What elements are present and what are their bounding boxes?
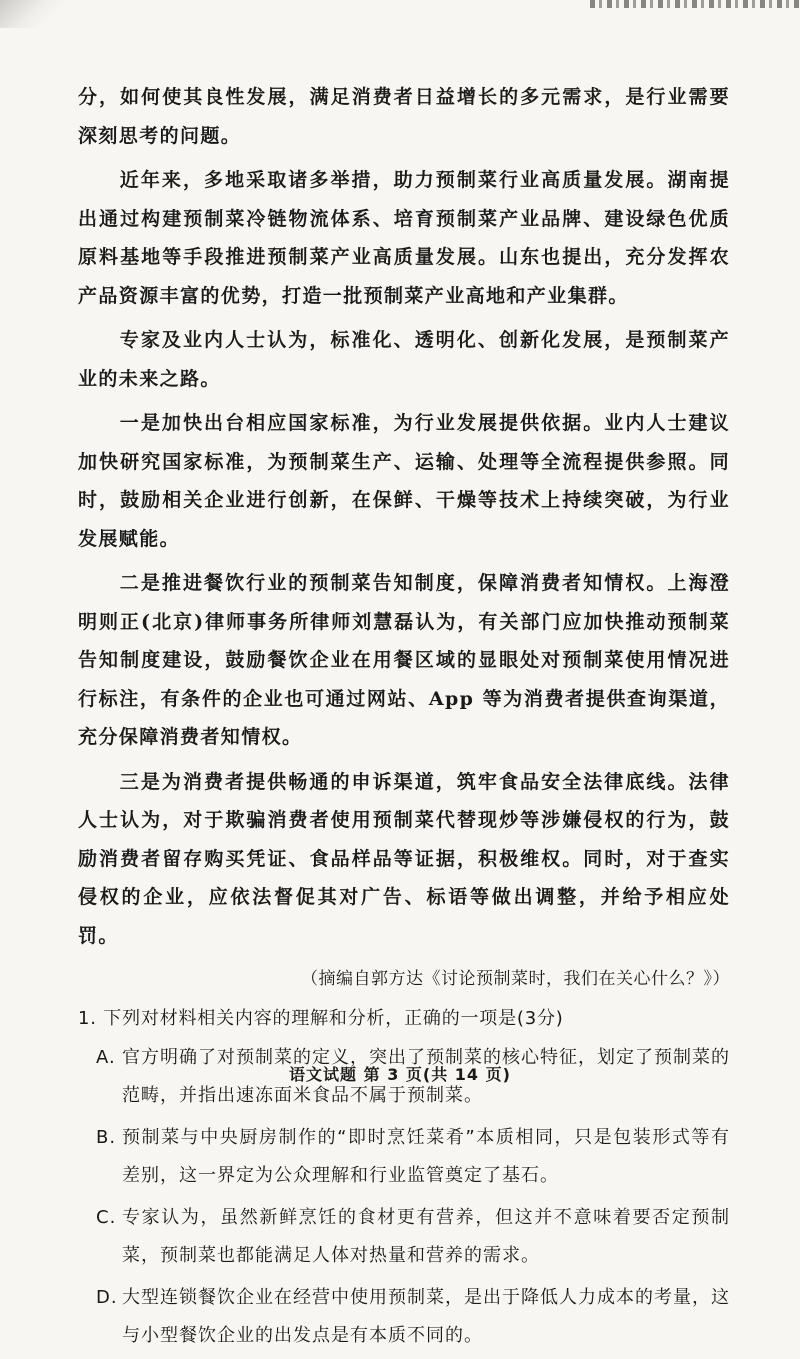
question-stem: 1. 下列对材料相关内容的理解和分析，正确的一项是(3分): [78, 1008, 564, 1029]
option-text: 官方明确了对预制菜的定义，突出了预制菜的核心特征，划定了预制菜的范畴，并指出速冻面米食品不属于预制菜。: [122, 1047, 730, 1106]
option-letter: D.: [96, 1287, 118, 1308]
option-letter: A.: [96, 1047, 116, 1068]
paragraph-point-three: 三是为消费者提供畅通的申诉渠道，筑牢食品安全法律底线。法律人士认为，对于欺骗消费者使用预制菜代替现炒等涉嫌侵权的行为，鼓励消费者留存购买凭证、食品样品等证据，积极维权。同时，对于查实侵权的企业，应依法督促其对广告、标语等做出调整，并给予相应处罚。: [78, 770, 730, 947]
document-page: [78, 78, 730, 1359]
option-text: 预制菜与中央厨房制作的“即时烹饪菜肴”本质相同，只是包装形式等有差别，这一界定为公众理解和行业监管奠定了基石。: [122, 1127, 730, 1186]
scan-edge-mark: [590, 0, 800, 8]
scan-artifact: [0, 0, 70, 28]
option-letter: C.: [96, 1207, 117, 1228]
option-text: 大型连锁餐饮企业在经营中使用预制菜，是出于降低人力成本的考量，这与小型餐饮企业的出发点是有本质不同的。: [122, 1287, 730, 1346]
option-letter: B.: [96, 1127, 117, 1148]
page-footer: 语文试题 第 3 页(共 14 页): [289, 1065, 511, 1084]
paragraph-experts: 专家及业内人士认为，标准化、透明化、创新化发展，是预制菜产业的未来之路。: [78, 329, 730, 390]
option-d: [78, 1279, 730, 1355]
source-citation: （摘编自郭方达《讨论预制菜时，我们在关心什么？》）: [301, 969, 730, 989]
option-b: [78, 1119, 730, 1195]
paragraph-point-two: 二是推进餐饮行业的预制菜告知制度，保障消费者知情权。上海澄明则正(北京)律师事务所律师刘慧磊认为，有关部门应加快推动预制菜告知制度建设，鼓励餐饮企业在用餐区域的显眼处对预制菜使用情况进行标注，有条件的企业也可通过网站、App 等为消费者提供查询渠道，充分保障消费者知情权。: [78, 572, 730, 748]
option-c: [78, 1199, 730, 1275]
paragraph-point-one: 一是加快出台相应国家标准，为行业发展提供依据。业内人士建议加快研究国家标准，为预制菜生产、运输、处理等全流程提供参照。同时，鼓励相关企业进行创新，在保鲜、干燥等技术上持续突破，为行业发展赋能。: [78, 412, 730, 550]
option-text: 专家认为，虽然新鲜烹饪的食材更有营养，但这并不意味着要否定预制菜，预制菜也都能满足人体对热量和营养的需求。: [122, 1207, 730, 1266]
paragraph-measures: 近年来，多地采取诸多举措，助力预制菜行业高质量发展。湖南提出通过构建预制菜冷链物流体系、培育预制菜产业品牌、建设绿色优质原料基地等手段推进预制菜产业高质量发展。山东也提出，充分发挥农产品资源丰富的优势，打造一批预制菜产业高地和产业集群。: [78, 169, 730, 307]
paragraph-continued: 分，如何使其良性发展，满足消费者日益增长的多元需求，是行业需要深刻思考的问题。: [78, 86, 730, 147]
